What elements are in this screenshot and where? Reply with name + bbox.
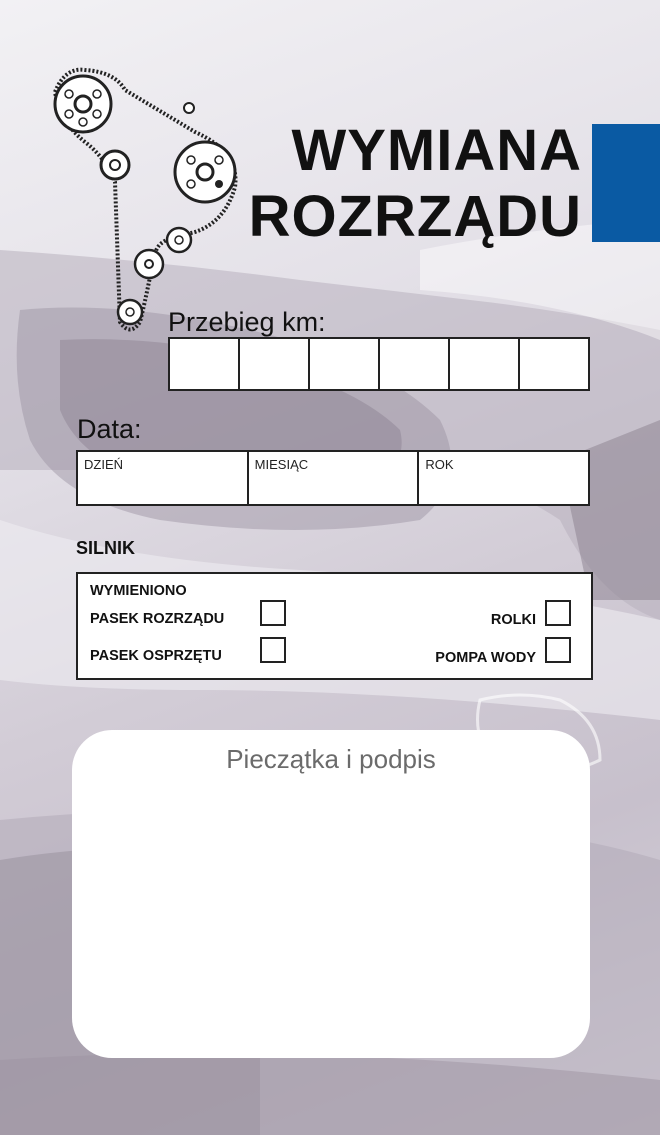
rollers-label: ROLKI xyxy=(490,612,536,628)
date-label: Data: xyxy=(77,414,142,444)
water-pump-checkbox[interactable] xyxy=(545,637,571,663)
date-fields xyxy=(76,450,590,506)
mileage-label: Przebieg km: xyxy=(168,307,326,337)
mileage-digit-box[interactable] xyxy=(518,339,588,389)
rollers-checkbox[interactable] xyxy=(545,600,571,626)
mileage-digit-box[interactable] xyxy=(238,339,308,389)
mileage-digit-boxes xyxy=(168,337,590,391)
mileage-digit-box[interactable] xyxy=(308,339,378,389)
title-line-1: WYMIANA xyxy=(291,118,582,183)
timing-belt-diagram-icon xyxy=(45,62,245,342)
accessory-belt-label: PASEK OSPRZĘTU xyxy=(90,648,222,664)
mileage-digit-box[interactable] xyxy=(170,339,238,389)
timing-belt-label: PASEK ROZRZĄDU xyxy=(90,611,225,627)
mileage-digit-box[interactable] xyxy=(448,339,518,389)
date-year-field[interactable]: ROK xyxy=(417,452,588,504)
accessory-belt-checkbox[interactable] xyxy=(260,637,286,663)
replaced-heading: WYMIENIONO xyxy=(90,583,187,599)
stamp-signature-area[interactable] xyxy=(72,730,590,1058)
date-month-field[interactable]: MIESIĄC xyxy=(247,452,418,504)
title-line-2: ROZRZĄDU xyxy=(248,184,582,249)
engine-label: SILNIK xyxy=(76,538,136,558)
stamp-label: Pieczątka i podpis xyxy=(226,744,436,774)
timing-belt-checkbox[interactable] xyxy=(260,600,286,626)
mileage-digit-box[interactable] xyxy=(378,339,448,389)
blue-accent-bar xyxy=(592,124,660,242)
date-day-field[interactable]: DZIEŃ xyxy=(78,452,247,504)
replaced-parts-box xyxy=(76,572,593,680)
water-pump-label: POMPA WODY xyxy=(435,650,536,666)
